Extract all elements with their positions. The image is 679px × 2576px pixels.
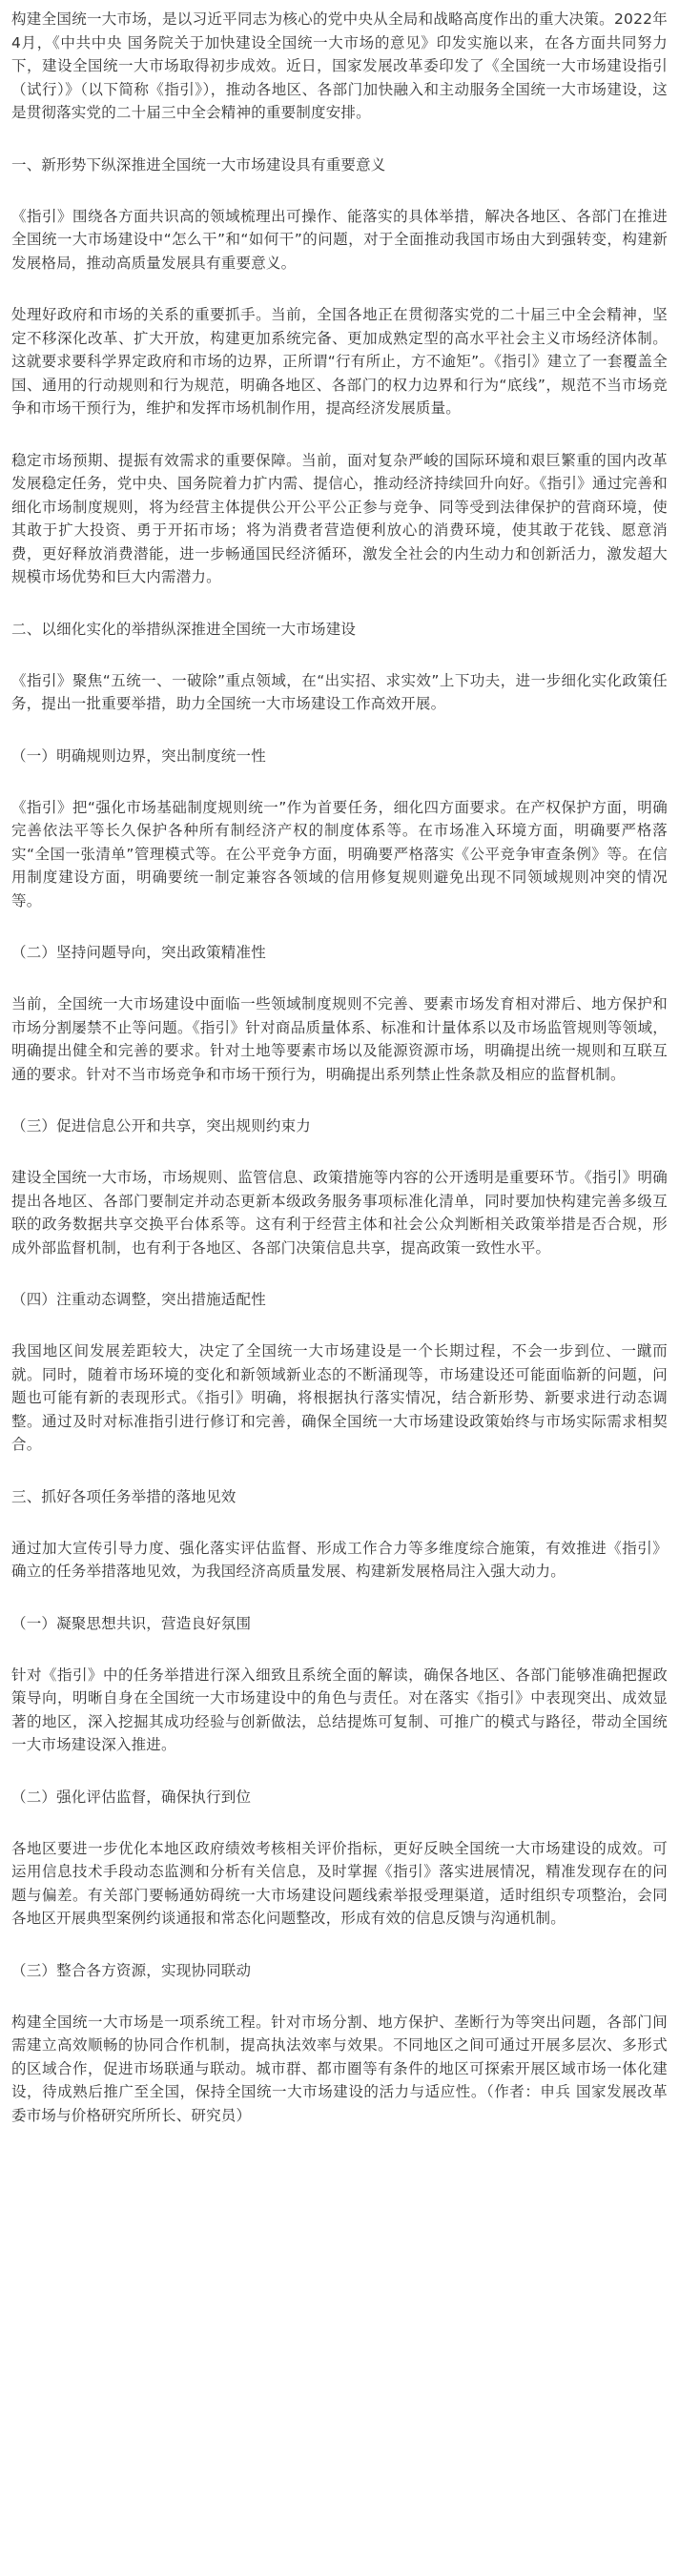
- paragraph: 针对《指引》中的任务举措进行深入细致且系统全面的解读，确保各地区、各部门能够准确把握政策导向，明晰自身在全国统一大市场建设中的角色与责任。对在落实《指引》中表现突出、成效显著的地区，深入挖掘其成功经验与创新做法，总结提炼可复制、可推广的模式与路径，带动全国统一大市场建设深入推进。: [11, 1666, 668, 1753]
- paragraph: 《指引》把“强化市场基础制度规则统一”作为首要任务，细化四方面要求。在产权保护方面，明确完善依法平等长久保护各种所有制经济产权的制度体系等。在市场准入环境方面，明确要严格落实“全国一张清单”管理模式等。在公平竞争方面，明确要严格落实《公平竞争审查条例》等。在信用制度建设方面，明确要统一制定兼容各领域的信用修复规则避免出现不同领域规则冲突的情况等。: [11, 798, 668, 910]
- paragraph: 《指引》聚焦“五统一、一破除”重点领域，在“出实招、求实效”上下功夫，进一步细化实化政策任务，提出一批重要举措，助力全国统一大市场建设工作高效开展。: [11, 671, 668, 712]
- paragraph: 处理好政府和市场的关系的重要抓手。当前，全国各地正在贯彻落实党的二十届三中全会精神，坚定不移深化改革、扩大开放，构建更加系统完备、更加成熟定型的高水平社会主义市场经济体制。这就要求要科学界定政府和市场的边界，正所谓“行有所止，方不逾矩”。《指引》建立了一套覆盖全国、通用的行动规则和行为规范，明确各地区、各部门的权力边界和行为“底线”，规范不当市场竞争和市场干预行为，维护和发挥市场机制作用，提高经济发展质量。: [11, 306, 668, 417]
- paragraph: 我国地区间发展差距较大，决定了全国统一大市场建设是一个长期过程，不会一步到位、一蹴而就。同时，随着市场环境的变化和新领域新业态的不断涌现等，市场建设还可能面临新的问题，问题也可能有新的表现形式。《指引》明确，将根据执行落实情况，结合新形势、新要求进行动态调整。通过及时对标准指引进行修订和完善，确保全国统一大市场建设政策始终与市场实际需求相契合。: [11, 1342, 668, 1453]
- subsection-heading: （四）注重动态调整，突出措施适配性: [11, 1291, 266, 1308]
- subsection-heading: （一）明确规则边界，突出制度统一性: [11, 746, 266, 765]
- section-heading-1: 一、新形势下纵深推进全国统一大市场建设具有重要意义: [11, 155, 386, 174]
- subsection-heading: （二）坚持问题导向，突出政策精准性: [11, 944, 266, 961]
- paragraph: 建设全国统一大市场，市场规则、监管信息、政策措施等内容的公开透明是重要环节。《指引》明确提出各地区、各部门要制定并动态更新本级政务服务事项标准化清单，同时要加快构建完善多级互联的政务数据共享交换平台体系等。这有利于经营主体和社会公众判断相关政策举措是否合规，形成外部监督机制，也有利于各地区、各部门决策信息共享，提高政策一致性水平。: [11, 1169, 668, 1257]
- subsection-heading: （二）强化评估监督，确保执行到位: [11, 1788, 252, 1806]
- closing-paragraph: 构建全国统一大市场是一项系统工程。针对市场分割、地方保护、垄断行为等突出问题，各部门间需建立高效顺畅的协同合作机制，提高执法效率与效果。不同地区之间可通过开展多层次、多形式的区域合作，促进市场联通与联动。城市群、都市圈等有条件的地区可探索开展区域市场一体化建设，待成熟后推广至全国，保持全国统一大市场建设的活力与适应性。（作者：申兵 国家发展改革委市场与价格研究所所长、研究员）: [11, 2013, 668, 2124]
- subsection-heading: （三）促进信息公开和共享，突出规则约束力: [11, 1117, 312, 1135]
- section-heading-3: 三、抓好各项任务举措的落地见效: [11, 1487, 237, 1505]
- paragraph: 各地区要进一步优化本地区政府绩效考核相关评价指标，更好反映全国统一大市场建设的成效。可运用信息技术手段动态监测和分析有关信息，及时掌握《指引》落实进展情况，精准发现存在的问题与偏差。有关部门要畅通妨碍统一大市场建设问题线索举报受理渠道，适时组织专项整治，会同各地区开展典型案例约谈通报和常态化问题整改，形成有效的信息反馈与沟通机制。: [11, 1839, 668, 1927]
- section-heading-2: 二、以细化实化的举措纵深推进全国统一大市场建设: [11, 620, 357, 638]
- paragraph: 《指引》围绕各方面共识高的领域梳理出可操作、能落实的具体举措，解决各地区、各部门在推进全国统一大市场建设中“怎么干”和“如何干”的问题，对于全面推动我国市场由大到强转变，构建新发展格局，推动高质量发展具有重要意义。: [11, 207, 668, 272]
- subsection-heading: （一）凝聚思想共识，营造良好氛围: [11, 1614, 252, 1632]
- paragraph: 稳定市场预期、提振有效需求的重要保障。当前，面对复杂严峻的国际环境和艰巨繁重的国内改革发展稳定任务，党中央、国务院着力扩内需、提信心，推动经济持续回升向好。《指引》通过完善和细化市场制度规则，将为经营主体提供公开公平公正参与竞争、同等受到法律保护的营商环境，使其敢于扩大投资、勇于开拓市场；将为消费者营造便利放心的消费环境，使其敢于花钱、愿意消费，更好释放消费潜能，进一步畅通国民经济循环，激发全社会的内生动力和创新活力，激发超大规模市场优势和巨大内需潜力。: [11, 451, 668, 585]
- paragraph: 通过加大宣传引导力度、强化落实评估监督、形成工作合力等多维度综合施策，有效推进《指引》确立的任务举措落地见效，为我国经济高质量发展、构建新发展格局注入强大动力。: [11, 1539, 668, 1580]
- subsection-heading: （三）整合各方资源，实现协同联动: [11, 1961, 252, 1979]
- intro-paragraph: 构建全国统一大市场，是以习近平同志为核心的党中央从全局和战略高度作出的重大决策。2022年4月，《中共中央 国务院关于加快建设全国统一大市场的意见》印发实施以来，在各方面共同努力下，建设全国统一大市场取得初步成效。近日，国家发展改革委印发了《全国统一大市场建设指引（试行）》（以下简称《指引》），推动各地区、各部门加快融入和主动服务全国统一大市场建设，这是贯彻落实党的二十届三中全会精神的重要制度安排。: [11, 10, 668, 121]
- paragraph: 当前，全国统一大市场建设中面临一些领域制度规则不完善、要素市场发育相对滞后、地方保护和市场分割屡禁不止等问题。《指引》针对商品质量体系、标准和计量体系以及市场监管规则等领域，明确提出健全和完善的要求。针对土地等要素市场以及能源资源市场，明确提出统一规则和互联互通的要求。针对不当市场竞争和市场干预行为，明确提出系列禁止性条款及相应的监督机制。: [11, 995, 668, 1083]
